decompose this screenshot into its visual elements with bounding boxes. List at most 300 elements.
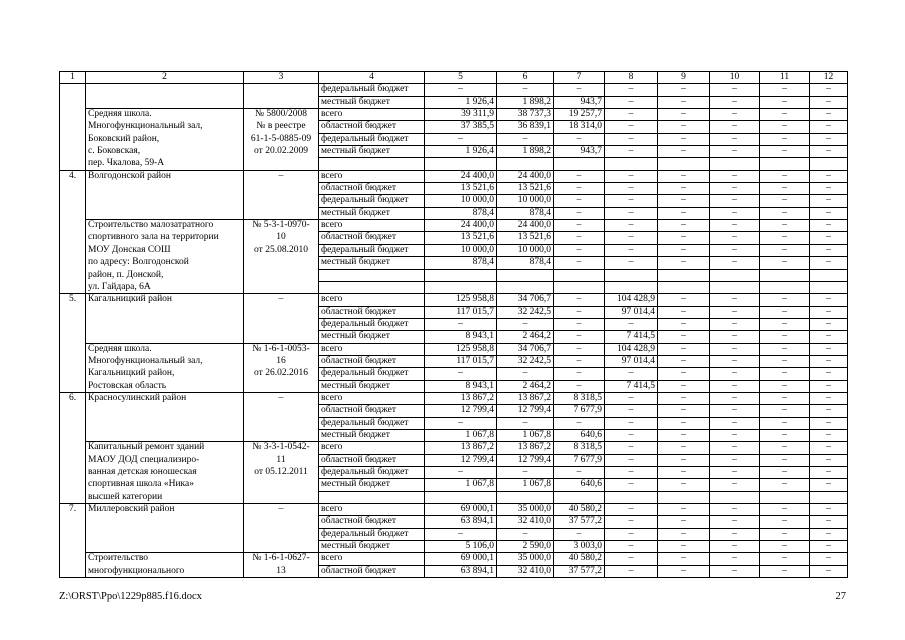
budget-source-cell xyxy=(319,491,425,503)
value-cell xyxy=(658,281,710,293)
budget-source-cell: местный бюджет xyxy=(319,331,425,343)
value-cell: – xyxy=(810,429,848,441)
registry-cell xyxy=(244,541,319,553)
value-cell: – xyxy=(760,146,810,158)
header-cell: 9 xyxy=(658,72,710,84)
value-cell: 35 000,0 xyxy=(497,553,554,565)
object-name-cell xyxy=(86,183,244,195)
table-row xyxy=(60,504,848,516)
value-cell: 13 867,2 xyxy=(497,442,554,454)
row-number-cell xyxy=(60,405,86,417)
value-cell: – xyxy=(710,318,760,330)
value-cell: – xyxy=(710,417,760,429)
object-name-cell: с. Боковская, xyxy=(86,146,244,158)
value-cell: 1 926,4 xyxy=(425,96,497,108)
table-row xyxy=(60,528,848,540)
value-cell: – xyxy=(658,479,710,491)
registry-cell xyxy=(244,257,319,269)
value-cell: – xyxy=(710,392,760,404)
value-cell: – xyxy=(760,170,810,182)
budget-source-cell: местный бюджет xyxy=(319,146,425,158)
value-cell: – xyxy=(760,294,810,306)
value-cell: – xyxy=(810,331,848,343)
row-number-cell xyxy=(60,183,86,195)
object-name-cell: Волгодонской район xyxy=(86,170,244,182)
row-number-cell xyxy=(60,565,86,577)
row-number-cell xyxy=(60,109,86,121)
value-cell: 10 000,0 xyxy=(497,195,554,207)
budget-source-cell: федеральный бюджет xyxy=(319,528,425,540)
value-cell: – xyxy=(658,133,710,145)
value-cell: – xyxy=(554,368,605,380)
value-cell: – xyxy=(810,133,848,145)
value-cell: – xyxy=(810,195,848,207)
value-cell: – xyxy=(760,454,810,466)
value-cell xyxy=(658,269,710,281)
value-cell: – xyxy=(425,133,497,145)
budget-source-cell: всего xyxy=(319,170,425,182)
value-cell xyxy=(760,491,810,503)
value-cell: – xyxy=(710,133,760,145)
value-cell: 1 926,4 xyxy=(425,146,497,158)
value-cell: – xyxy=(554,467,605,479)
value-cell: 24 400,0 xyxy=(425,220,497,232)
registry-cell xyxy=(244,96,319,108)
table-row xyxy=(60,417,848,429)
budget-source-cell: всего xyxy=(319,504,425,516)
value-cell: – xyxy=(605,220,658,232)
row-number-cell xyxy=(60,429,86,441)
value-cell: – xyxy=(605,133,658,145)
value-cell: – xyxy=(710,355,760,367)
value-cell: – xyxy=(605,84,658,96)
value-cell: – xyxy=(810,467,848,479)
value-cell: 13 867,2 xyxy=(425,392,497,404)
registry-cell: – xyxy=(244,170,319,182)
value-cell: – xyxy=(710,565,760,577)
value-cell xyxy=(760,158,810,170)
value-cell: – xyxy=(425,318,497,330)
value-cell: – xyxy=(760,343,810,355)
value-cell: – xyxy=(605,244,658,256)
budget-source-cell: областной бюджет xyxy=(319,454,425,466)
value-cell: – xyxy=(760,479,810,491)
value-cell: – xyxy=(658,109,710,121)
value-cell: 5 106,0 xyxy=(425,541,497,553)
table-row xyxy=(60,220,848,232)
budget-source-cell: федеральный бюджет xyxy=(319,244,425,256)
registry-cell: № 1-6-1-0053- xyxy=(244,343,319,355)
value-cell: – xyxy=(810,380,848,392)
table-row xyxy=(60,257,848,269)
table-row xyxy=(60,269,848,281)
object-name-cell: ванная детская юношеская xyxy=(86,467,244,479)
value-cell: – xyxy=(710,442,760,454)
value-cell: 13 867,2 xyxy=(425,442,497,454)
row-number-cell: 4. xyxy=(60,170,86,182)
value-cell: – xyxy=(658,392,710,404)
budget-source-cell: местный бюджет xyxy=(319,96,425,108)
value-cell: – xyxy=(658,553,710,565)
table-row xyxy=(60,392,848,404)
table-row xyxy=(60,183,848,195)
value-cell: – xyxy=(658,220,710,232)
value-cell: – xyxy=(760,109,810,121)
value-cell: 12 799,4 xyxy=(497,405,554,417)
footer-page-number: 27 xyxy=(835,591,846,602)
value-cell: – xyxy=(605,146,658,158)
value-cell: – xyxy=(810,170,848,182)
value-cell: – xyxy=(810,392,848,404)
value-cell: 69 000,1 xyxy=(425,553,497,565)
value-cell: – xyxy=(554,294,605,306)
value-cell xyxy=(658,491,710,503)
row-number-cell xyxy=(60,528,86,540)
header-cell: 10 xyxy=(710,72,760,84)
value-cell: 104 428,9 xyxy=(605,294,658,306)
value-cell: – xyxy=(760,84,810,96)
value-cell: – xyxy=(760,467,810,479)
budget-table xyxy=(59,71,848,578)
header-cell: 4 xyxy=(319,72,425,84)
value-cell: – xyxy=(760,442,810,454)
row-number-cell xyxy=(60,121,86,133)
value-cell: – xyxy=(810,109,848,121)
value-cell: 943,7 xyxy=(554,96,605,108)
value-cell: – xyxy=(710,306,760,318)
value-cell: – xyxy=(605,170,658,182)
registry-cell xyxy=(244,528,319,540)
value-cell: 878,4 xyxy=(425,257,497,269)
value-cell: 104 428,9 xyxy=(605,343,658,355)
value-cell: – xyxy=(710,479,760,491)
value-cell: – xyxy=(760,183,810,195)
value-cell: – xyxy=(710,96,760,108)
value-cell: – xyxy=(760,565,810,577)
row-number-cell xyxy=(60,158,86,170)
object-name-cell: Красносулинский район xyxy=(86,392,244,404)
value-cell: – xyxy=(658,96,710,108)
value-cell: – xyxy=(760,121,810,133)
value-cell: – xyxy=(810,257,848,269)
object-name-cell xyxy=(86,331,244,343)
value-cell: – xyxy=(810,565,848,577)
value-cell: 97 014,4 xyxy=(605,306,658,318)
row-number-cell xyxy=(60,96,86,108)
value-cell: – xyxy=(605,541,658,553)
value-cell: – xyxy=(760,220,810,232)
value-cell: 24 400,0 xyxy=(497,170,554,182)
value-cell: – xyxy=(760,368,810,380)
value-cell: – xyxy=(605,232,658,244)
table-row xyxy=(60,244,848,256)
registry-cell: – xyxy=(244,392,319,404)
value-cell: – xyxy=(760,207,810,219)
value-cell: – xyxy=(810,405,848,417)
value-cell: 32 410,0 xyxy=(497,565,554,577)
value-cell: – xyxy=(658,528,710,540)
value-cell: – xyxy=(760,516,810,528)
object-name-cell: Строительство xyxy=(86,553,244,565)
value-cell: – xyxy=(605,257,658,269)
value-cell: – xyxy=(760,133,810,145)
table-row xyxy=(60,281,848,293)
value-cell: – xyxy=(658,442,710,454)
value-cell: – xyxy=(710,405,760,417)
row-number-cell xyxy=(60,244,86,256)
budget-source-cell: федеральный бюджет xyxy=(319,368,425,380)
row-number-cell xyxy=(60,281,86,293)
value-cell: – xyxy=(710,257,760,269)
value-cell: 19 257,7 xyxy=(554,109,605,121)
row-number-cell xyxy=(60,220,86,232)
value-cell: – xyxy=(658,417,710,429)
value-cell: 117 015,7 xyxy=(425,306,497,318)
value-cell: – xyxy=(605,528,658,540)
row-number-cell xyxy=(60,553,86,565)
value-cell: – xyxy=(710,343,760,355)
value-cell: – xyxy=(605,392,658,404)
row-number-cell xyxy=(60,541,86,553)
object-name-cell: Кагальницкий район xyxy=(86,294,244,306)
object-name-cell: ул. Гайдара, 6А xyxy=(86,281,244,293)
value-cell: – xyxy=(710,504,760,516)
value-cell: – xyxy=(710,170,760,182)
table-row xyxy=(60,479,848,491)
object-name-cell: Средняя школа. xyxy=(86,343,244,355)
table-row xyxy=(60,96,848,108)
value-cell: – xyxy=(760,195,810,207)
value-cell xyxy=(497,269,554,281)
value-cell: – xyxy=(605,183,658,195)
table-row xyxy=(60,454,848,466)
value-cell: – xyxy=(554,331,605,343)
value-cell xyxy=(605,158,658,170)
registry-cell: № в реестре xyxy=(244,121,319,133)
value-cell: 69 000,1 xyxy=(425,504,497,516)
object-name-cell: высшей категории xyxy=(86,491,244,503)
object-name-cell xyxy=(86,528,244,540)
object-name-cell: спортивного зала на территории xyxy=(86,232,244,244)
value-cell: – xyxy=(658,232,710,244)
value-cell: – xyxy=(810,528,848,540)
value-cell: – xyxy=(658,355,710,367)
registry-cell: 13 xyxy=(244,565,319,577)
value-cell: – xyxy=(810,183,848,195)
budget-source-cell: всего xyxy=(319,220,425,232)
table-row xyxy=(60,553,848,565)
row-number-cell xyxy=(60,417,86,429)
value-cell: – xyxy=(658,504,710,516)
value-cell: 878,4 xyxy=(425,207,497,219)
value-cell: – xyxy=(554,84,605,96)
row-number-cell xyxy=(60,442,86,454)
value-cell: – xyxy=(710,195,760,207)
value-cell: – xyxy=(554,417,605,429)
value-cell: – xyxy=(760,331,810,343)
value-cell: – xyxy=(658,331,710,343)
value-cell: – xyxy=(605,454,658,466)
value-cell: – xyxy=(425,467,497,479)
header-cell: 6 xyxy=(497,72,554,84)
registry-cell: № 1-6-1-0627- xyxy=(244,553,319,565)
object-name-cell xyxy=(86,516,244,528)
value-cell xyxy=(710,491,760,503)
table-row xyxy=(60,146,848,158)
value-cell: – xyxy=(760,392,810,404)
budget-source-cell: федеральный бюджет xyxy=(319,84,425,96)
header-cell: 7 xyxy=(554,72,605,84)
registry-cell xyxy=(244,429,319,441)
value-cell: – xyxy=(810,84,848,96)
value-cell: – xyxy=(710,541,760,553)
registry-cell: 61-1-5-0885-09 xyxy=(244,133,319,145)
registry-cell: 11 xyxy=(244,454,319,466)
value-cell: – xyxy=(605,553,658,565)
row-number-cell xyxy=(60,318,86,330)
value-cell: – xyxy=(554,318,605,330)
registry-cell: № 5-3-1-0970- xyxy=(244,220,319,232)
value-cell: – xyxy=(497,84,554,96)
value-cell xyxy=(425,281,497,293)
table-row xyxy=(60,306,848,318)
value-cell xyxy=(605,269,658,281)
value-cell: 117 015,7 xyxy=(425,355,497,367)
value-cell: – xyxy=(605,195,658,207)
value-cell: – xyxy=(810,355,848,367)
value-cell: – xyxy=(605,516,658,528)
object-name-cell: Ростовская область xyxy=(86,380,244,392)
value-cell: 7 414,5 xyxy=(605,331,658,343)
value-cell: – xyxy=(658,467,710,479)
budget-source-cell: местный бюджет xyxy=(319,541,425,553)
object-name-cell: Боковский район, xyxy=(86,133,244,145)
value-cell: – xyxy=(810,368,848,380)
registry-cell: от 25.08.2010 xyxy=(244,244,319,256)
budget-source-cell: всего xyxy=(319,294,425,306)
table-row xyxy=(60,331,848,343)
budget-source-cell xyxy=(319,281,425,293)
value-cell: 12 799,4 xyxy=(425,405,497,417)
value-cell xyxy=(710,158,760,170)
table-row xyxy=(60,133,848,145)
value-cell: – xyxy=(810,96,848,108)
object-name-cell xyxy=(86,405,244,417)
registry-cell xyxy=(244,516,319,528)
value-cell: – xyxy=(658,257,710,269)
value-cell: 8 318,5 xyxy=(554,392,605,404)
value-cell xyxy=(497,281,554,293)
value-cell: 13 867,2 xyxy=(497,392,554,404)
budget-source-cell: всего xyxy=(319,442,425,454)
object-name-cell xyxy=(86,84,244,96)
value-cell: – xyxy=(605,467,658,479)
registry-cell xyxy=(244,380,319,392)
value-cell: 8 318,5 xyxy=(554,442,605,454)
value-cell: 13 521,6 xyxy=(497,232,554,244)
value-cell: – xyxy=(658,121,710,133)
row-number-cell xyxy=(60,343,86,355)
value-cell: – xyxy=(497,318,554,330)
value-cell: 1 067,8 xyxy=(425,479,497,491)
row-number-cell xyxy=(60,269,86,281)
value-cell: 878,4 xyxy=(497,207,554,219)
value-cell: 18 314,0 xyxy=(554,121,605,133)
value-cell: – xyxy=(554,355,605,367)
object-name-cell xyxy=(86,318,244,330)
value-cell xyxy=(425,269,497,281)
value-cell: 125 958,8 xyxy=(425,343,497,355)
object-name-cell: МАОУ ДОД специализиро- xyxy=(86,454,244,466)
budget-source-cell: местный бюджет xyxy=(319,479,425,491)
object-name-cell xyxy=(86,207,244,219)
value-cell: 37 577,2 xyxy=(554,565,605,577)
value-cell: 7 677,9 xyxy=(554,454,605,466)
value-cell: 1 067,8 xyxy=(425,429,497,441)
value-cell xyxy=(554,491,605,503)
value-cell: – xyxy=(710,84,760,96)
table-row xyxy=(60,195,848,207)
registry-cell: № 5800/2008 xyxy=(244,109,319,121)
budget-source-cell: местный бюджет xyxy=(319,380,425,392)
value-cell: – xyxy=(658,368,710,380)
budget-source-cell: местный бюджет xyxy=(319,429,425,441)
table-row xyxy=(60,318,848,330)
value-cell: – xyxy=(425,368,497,380)
object-name-cell: район, п. Донской, xyxy=(86,269,244,281)
value-cell: 32 242,5 xyxy=(497,306,554,318)
value-cell: – xyxy=(760,380,810,392)
value-cell: – xyxy=(425,417,497,429)
budget-source-cell: федеральный бюджет xyxy=(319,133,425,145)
value-cell: – xyxy=(658,306,710,318)
table-row xyxy=(60,565,848,577)
value-cell: – xyxy=(554,170,605,182)
value-cell: – xyxy=(760,244,810,256)
value-cell: 34 706,7 xyxy=(497,343,554,355)
object-name-cell: Строительство малозатратного xyxy=(86,220,244,232)
row-number-cell xyxy=(60,491,86,503)
budget-source-cell: областной бюджет xyxy=(319,405,425,417)
value-cell: – xyxy=(605,96,658,108)
value-cell: 8 943,1 xyxy=(425,331,497,343)
object-name-cell xyxy=(86,306,244,318)
budget-source-cell: федеральный бюджет xyxy=(319,467,425,479)
value-cell: – xyxy=(554,195,605,207)
value-cell: 878,4 xyxy=(497,257,554,269)
value-cell xyxy=(658,158,710,170)
registry-cell xyxy=(244,417,319,429)
value-cell: – xyxy=(710,553,760,565)
registry-cell: – xyxy=(244,294,319,306)
object-name-cell: Кагальницкий район, xyxy=(86,368,244,380)
table-row xyxy=(60,516,848,528)
value-cell: – xyxy=(497,528,554,540)
value-cell: – xyxy=(810,146,848,158)
header-cell: 3 xyxy=(244,72,319,84)
value-cell: – xyxy=(810,541,848,553)
registry-cell: – xyxy=(244,504,319,516)
value-cell: – xyxy=(810,244,848,256)
row-number-cell xyxy=(60,368,86,380)
value-cell: – xyxy=(760,541,810,553)
value-cell: – xyxy=(810,232,848,244)
value-cell xyxy=(710,281,760,293)
value-cell: 943,7 xyxy=(554,146,605,158)
registry-cell xyxy=(244,269,319,281)
value-cell xyxy=(710,269,760,281)
value-cell: – xyxy=(760,429,810,441)
